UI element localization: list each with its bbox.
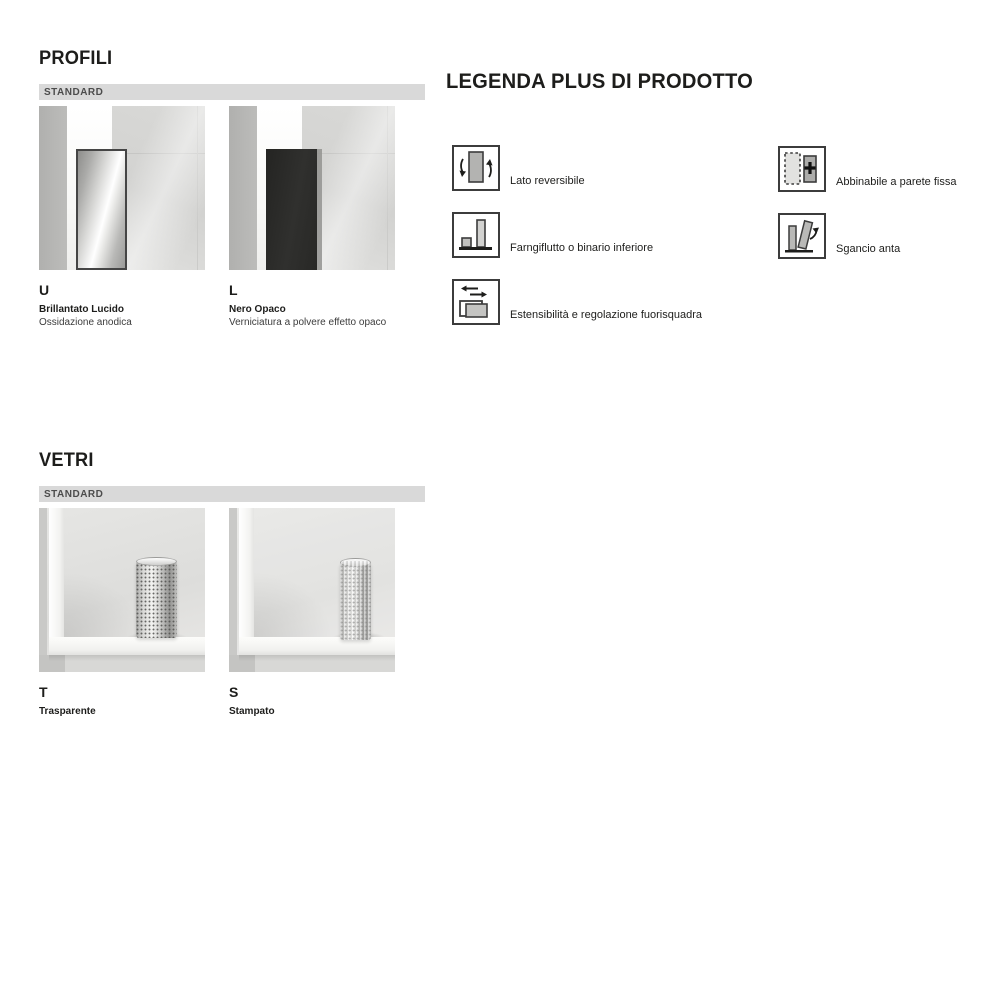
profili-standard-bar xyxy=(39,84,425,100)
legend-item-label: Estensibilità e regolazione fuorisquadra xyxy=(510,309,703,321)
glass-frame-vertical xyxy=(49,508,64,655)
glass-t-caption xyxy=(39,684,205,717)
profile-swatch-l xyxy=(229,106,395,328)
fixed-wall-panel-icon xyxy=(778,146,826,192)
glass-finish-name: Stampato xyxy=(229,706,275,717)
legend-item-parete-fissa xyxy=(778,146,956,192)
profile-finish-description: Verniciatura a polvere effetto opaco xyxy=(229,317,387,328)
profile-code: L xyxy=(229,282,238,298)
glass-photo-transparent xyxy=(39,508,205,672)
profile-finish-description: Ossidazione anodica xyxy=(39,317,132,328)
profile-l-caption xyxy=(229,282,395,328)
corner-shadow xyxy=(254,566,339,638)
profile-finish-name: Brillantato Lucido xyxy=(39,304,124,315)
vetri-swatch-row xyxy=(39,508,425,717)
vetri-section xyxy=(39,450,425,717)
legenda-column-left xyxy=(452,145,702,346)
profile-u-caption xyxy=(39,282,205,328)
glass-swatch-t xyxy=(39,508,205,717)
perforated-canister xyxy=(136,560,177,638)
legend-item-estensibilita xyxy=(452,279,702,325)
shelf-shadow xyxy=(239,655,395,661)
vetri-section-title: VETRI xyxy=(39,450,94,471)
glass-frame-horizontal xyxy=(49,637,205,655)
glass-finish-name: Trasparente xyxy=(39,706,96,717)
black-profile-bar xyxy=(266,149,317,270)
legenda-section-title: LEGENDA PLUS DI PRODOTTO xyxy=(446,70,754,93)
glass-code: T xyxy=(39,684,48,700)
door-release-icon xyxy=(778,213,826,259)
bottom-rail-icon xyxy=(452,212,500,258)
legenda-column-right xyxy=(778,146,956,280)
legend-item-label: Farngiflutto o binario inferiore xyxy=(510,242,654,254)
legend-item-binario-inferiore xyxy=(452,212,702,258)
reversible-side-icon xyxy=(452,145,500,191)
glass-code: S xyxy=(229,684,239,700)
legend-item-label: Lato reversibile xyxy=(510,175,585,187)
perforated-canister-behind-stamped-glass xyxy=(340,561,371,640)
profile-photo-black xyxy=(229,106,395,270)
profile-swatch-u xyxy=(39,106,205,328)
profili-standard-label: STANDARD xyxy=(44,86,104,98)
glass-swatch-s xyxy=(229,508,395,717)
profile-finish-name: Nero Opaco xyxy=(229,304,286,315)
vetri-standard-label: STANDARD xyxy=(44,488,104,500)
left-edge xyxy=(229,508,237,672)
glass-photo-stamped xyxy=(229,508,395,672)
left-edge xyxy=(39,508,47,672)
profile-photo-chrome xyxy=(39,106,205,270)
vetri-standard-bar xyxy=(39,486,425,502)
glass-frame-vertical xyxy=(239,508,254,655)
legend-item-sgancio-anta xyxy=(778,213,956,259)
chrome-profile-bar xyxy=(76,149,127,270)
profili-swatch-row xyxy=(39,106,425,328)
glass-frame-horizontal xyxy=(239,637,395,655)
profili-section-title: PROFILI xyxy=(39,48,113,69)
legend-item-label: Sgancio anta xyxy=(836,243,901,255)
legend-item-lato-reversibile xyxy=(452,145,702,191)
legenda-section xyxy=(446,70,1000,350)
glass-s-caption xyxy=(229,684,395,717)
extensibility-icon xyxy=(452,279,500,325)
profili-section xyxy=(39,48,425,328)
legend-item-label: Abbinabile a parete fissa xyxy=(836,176,957,188)
profile-code: U xyxy=(39,282,50,298)
shelf-shadow xyxy=(49,655,205,661)
